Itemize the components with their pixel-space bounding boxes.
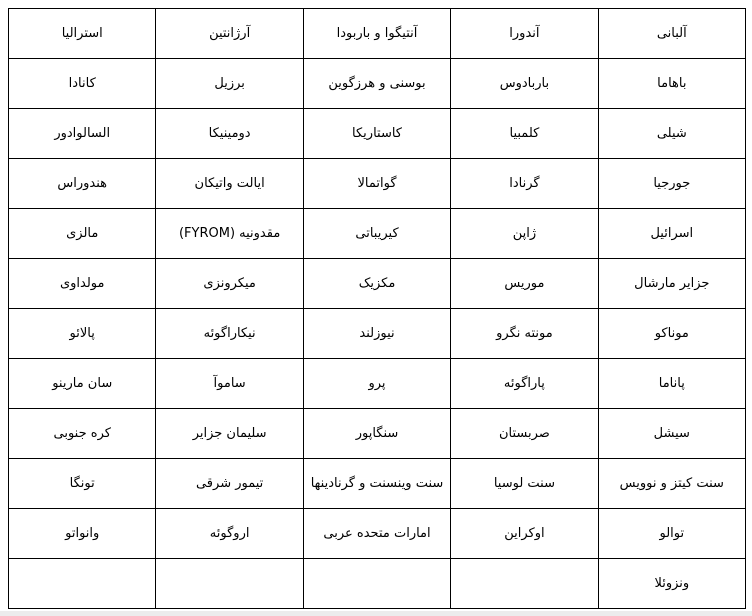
table-cell: گواتمالا <box>303 159 450 209</box>
table-cell: اسرائیل <box>598 209 745 259</box>
table-cell: سلیمان جزایر <box>156 409 303 459</box>
table-row <box>9 409 746 459</box>
table-row <box>9 309 746 359</box>
table-cell: سنت کیتز و نوویس <box>598 459 745 509</box>
country-table <box>8 8 746 609</box>
table-cell: اروگوئه <box>156 509 303 559</box>
table-row <box>9 209 746 259</box>
table-cell: میکرونزی <box>156 259 303 309</box>
table-cell: باهاما <box>598 59 745 109</box>
table-cell: سنگاپور <box>303 409 450 459</box>
table-cell: وانواتو <box>9 509 156 559</box>
table-cell <box>303 559 450 609</box>
table-cell: سان مارینو <box>9 359 156 409</box>
table-cell: نیوزلند <box>303 309 450 359</box>
table-cell: مکزیک <box>303 259 450 309</box>
table-cell: آرژانتین <box>156 9 303 59</box>
table-cell: ژاپن <box>451 209 598 259</box>
bottom-strip <box>0 611 752 616</box>
table-cell: صربستان <box>451 409 598 459</box>
table-cell <box>9 559 156 609</box>
table-cell: کره جنوبی <box>9 409 156 459</box>
table-cell: کانادا <box>9 59 156 109</box>
table-cell: پاراگوئه <box>451 359 598 409</box>
table-cell: جزایر مارشال <box>598 259 745 309</box>
table-cell: ساموآ <box>156 359 303 409</box>
table-cell: باربادوس <box>451 59 598 109</box>
table-cell: کیریباتی <box>303 209 450 259</box>
table-row <box>9 159 746 209</box>
table-cell: کاستاریکا <box>303 109 450 159</box>
table-cell: امارات متحده عربی <box>303 509 450 559</box>
table-cell: سنت وینسنت و گرنادینها <box>303 459 450 509</box>
table-row <box>9 509 746 559</box>
table-cell: پاناما <box>598 359 745 409</box>
table-cell <box>156 559 303 609</box>
table-cell: پرو <box>303 359 450 409</box>
table-cell: استرالیا <box>9 9 156 59</box>
table-row <box>9 59 746 109</box>
table-cell: مالزی <box>9 209 156 259</box>
table-cell: سیشل <box>598 409 745 459</box>
table-cell: مولداوی <box>9 259 156 309</box>
table-cell: موریس <box>451 259 598 309</box>
table-cell <box>451 559 598 609</box>
table-row <box>9 559 746 609</box>
table-cell: آلبانی <box>598 9 745 59</box>
table-cell: پالائو <box>9 309 156 359</box>
table-cell: مونته نگرو <box>451 309 598 359</box>
table-cell: آنتیگوا و باربودا <box>303 9 450 59</box>
table-row <box>9 109 746 159</box>
table-cell: بوسنی و هرزگوین <box>303 59 450 109</box>
table-cell: آندورا <box>451 9 598 59</box>
table-cell: شیلی <box>598 109 745 159</box>
table-cell: موناکو <box>598 309 745 359</box>
table-row <box>9 9 746 59</box>
table-cell: ونزوئلا <box>598 559 745 609</box>
table-cell: توالو <box>598 509 745 559</box>
table-cell: نیکاراگوئه <box>156 309 303 359</box>
table-cell: مقدونیه (FYROM) <box>156 209 303 259</box>
table-cell: گرنادا <box>451 159 598 209</box>
table-cell: دومینیکا <box>156 109 303 159</box>
table-row <box>9 259 746 309</box>
table-row <box>9 459 746 509</box>
table-cell: اوکراین <box>451 509 598 559</box>
table-cell: جورجیا <box>598 159 745 209</box>
table-cell: برزیل <box>156 59 303 109</box>
table-cell: تونگا <box>9 459 156 509</box>
table-cell: کلمبیا <box>451 109 598 159</box>
table-cell: السالوادور <box>9 109 156 159</box>
table-row <box>9 359 746 409</box>
table-cell: ایالت واتیکان <box>156 159 303 209</box>
table-cell: سنت لوسیا <box>451 459 598 509</box>
table-cell: تیمور شرقی <box>156 459 303 509</box>
table-cell: هندوراس <box>9 159 156 209</box>
